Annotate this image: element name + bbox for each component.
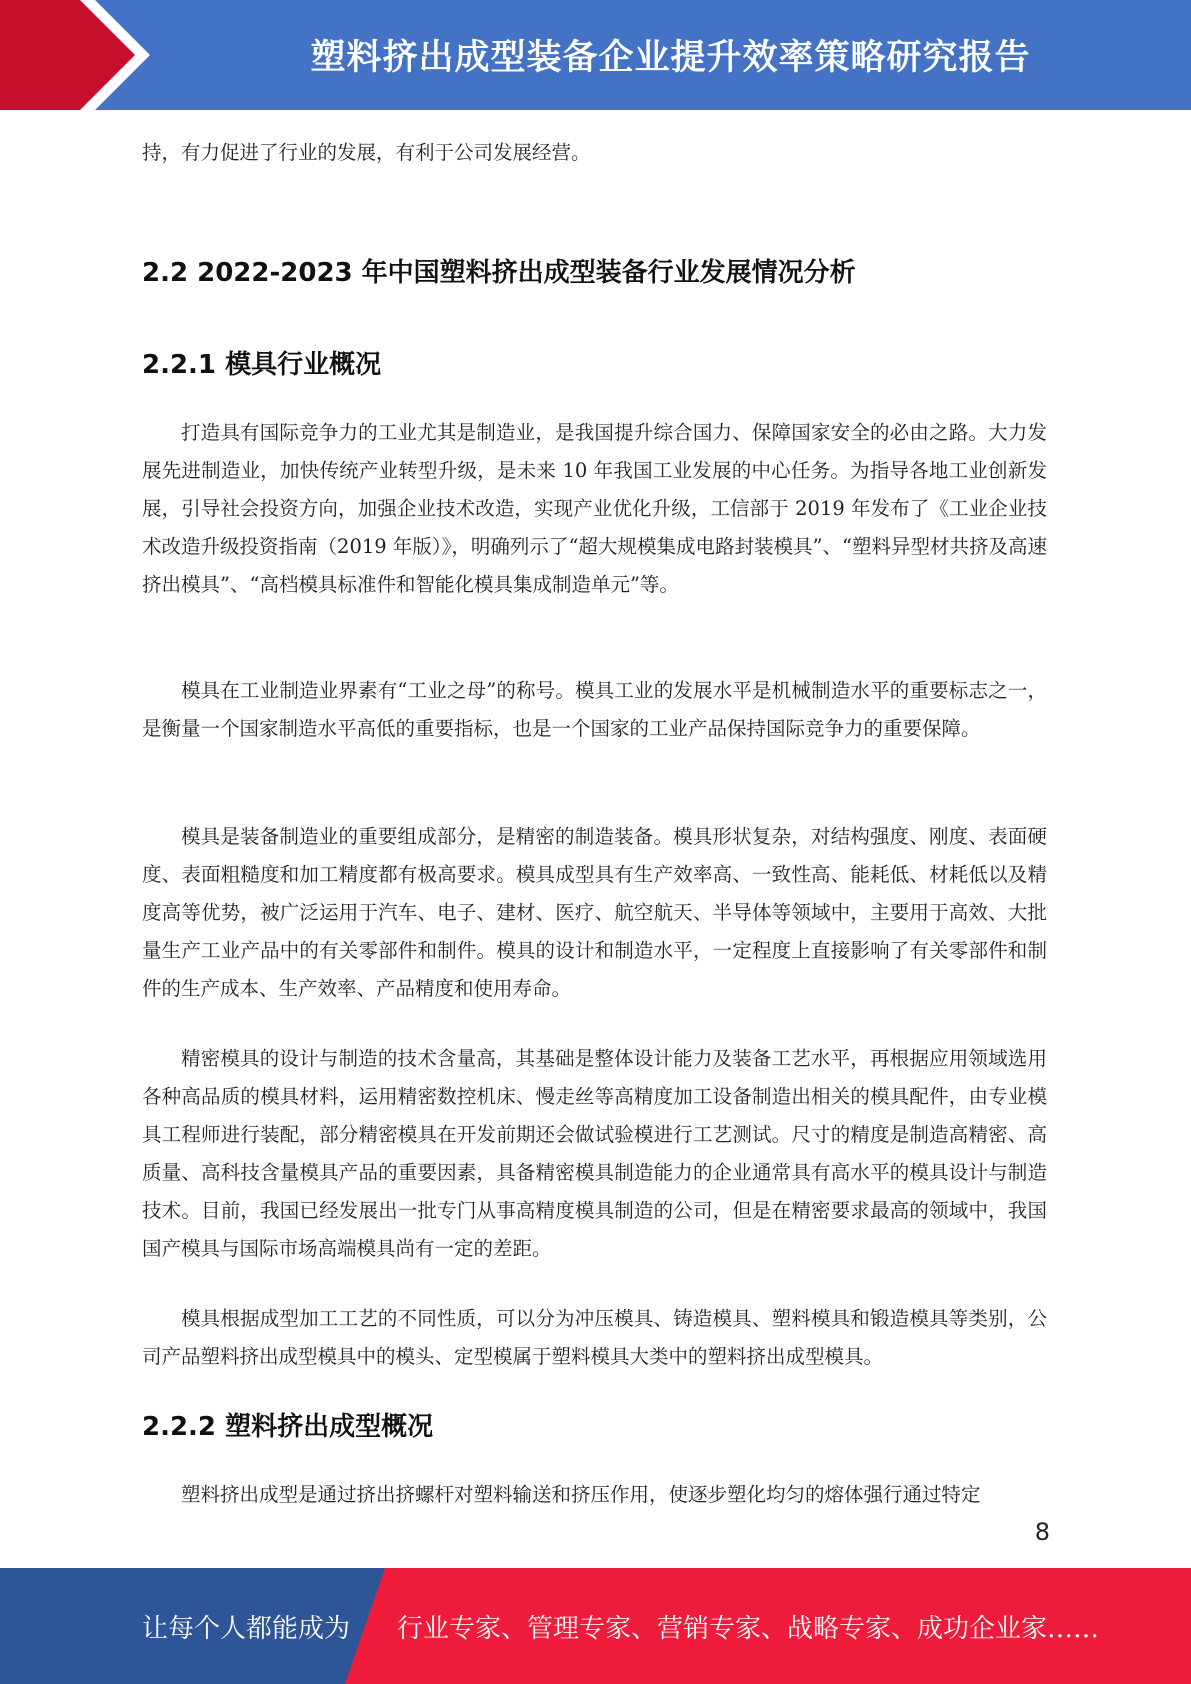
paragraph-4: 精密模具的设计与制造的技术含量高，其基础是整体设计能力及装备工艺水平，再根据应用领域选用各种高品质的模具材料，运用精密数控机床、慢走丝等高精度加工设备制造出相关的模具配件，由专业模具工程师进行装配，部分精密模具在开发前期还会做试验模进行工艺测试。尺寸的精度是制造高精密、高质量、高科技含量模具产品的重要因素，具备精密模具制造能力的企业通常具有高水平的模具设计与制造技术。目前，我国已经发展出一批专门从事高精度模具制造的公司，但是在精密要求最高的领域中，我国国产模具与国际市场高端模具尚有一定的差距。: [142, 1047, 1047, 1260]
paragraph-1: 打造具有国际竞争力的工业尤其是制造业，是我国提升综合国力、保障国家安全的必由之路。大力发展先进制造业，加快传统产业转型升级，是未来 10 年我国工业发展的中心任务。为指导各地工业创新发展，引导社会投资方向，加强企业技术改造，实现产业优化升级，工信部于 2019 年发布了《工业企业技术改造升级投资指南（2019 年版）》，明确列示了“超大规模集成电路封装模具”、“塑料异型材共挤及高速挤出模具”、“高档模具标准件和智能化模具集成制造单元”等。: [142, 421, 1047, 596]
page-header: [0, 0, 1191, 110]
subsection-heading-extrusion: 2.2.2 塑料挤出成型概况: [142, 1412, 434, 1442]
footer-slogan-left: 让每个人都能成为: [142, 1613, 351, 1644]
page-footer: [0, 1568, 1191, 1684]
section-heading: 2.2 2022-2023 年中国塑料挤出成型装备行业发展情况分析: [142, 258, 856, 288]
paragraph-2: 模具在工业制造业界素有“工业之母”的称号。模具工业的发展水平是机械制造水平的重要标志之一，是衡量一个国家制造水平高低的重要指标，也是一个国家的工业产品保持国际竞争力的重要保障。: [142, 679, 1047, 740]
page-number: 8: [1034, 1518, 1050, 1546]
paragraph-3: 模具是装备制造业的重要组成部分，是精密的制造装备。模具形状复杂，对结构强度、刚度、表面硬度、表面粗糙度和加工精度都有极高要求。模具成型具有生产效率高、一致性高、能耗低、材耗低以及精度高等优势，被广泛运用于汽车、电子、建材、医疗、航空航天、半导体等领域中，主要用于高效、大批量生产工业产品中的有关零部件和制件。模具的设计和制造水平，一定程度上直接影响了有关零部件和制件的生产成本、生产效率、产品精度和使用寿命。: [142, 825, 1047, 1000]
subsection-heading-mold: 2.2.1 模具行业概况: [142, 350, 382, 380]
continuation-paragraph: 持，有力促进了行业的发展，有利于公司发展经营。: [142, 141, 591, 164]
footer-slogan-right: 行业专家、管理专家、营销专家、战略专家、成功企业家……: [397, 1613, 1100, 1644]
paragraph-5: 模具根据成型加工工艺的不同性质，可以分为冲压模具、铸造模具、塑料模具和锻造模具等类别，公司产品塑料挤出成型模具中的模头、定型模属于塑料模具大类中的塑料挤出成型模具。: [142, 1307, 1047, 1368]
paragraph-6: 塑料挤出成型是通过挤出挤螺杆对塑料输送和挤压作用，使逐步塑化均匀的熔体强行通过特定: [181, 1483, 981, 1506]
header-title: 塑料挤出成型装备企业提升效率策略研究报告: [310, 38, 1031, 78]
